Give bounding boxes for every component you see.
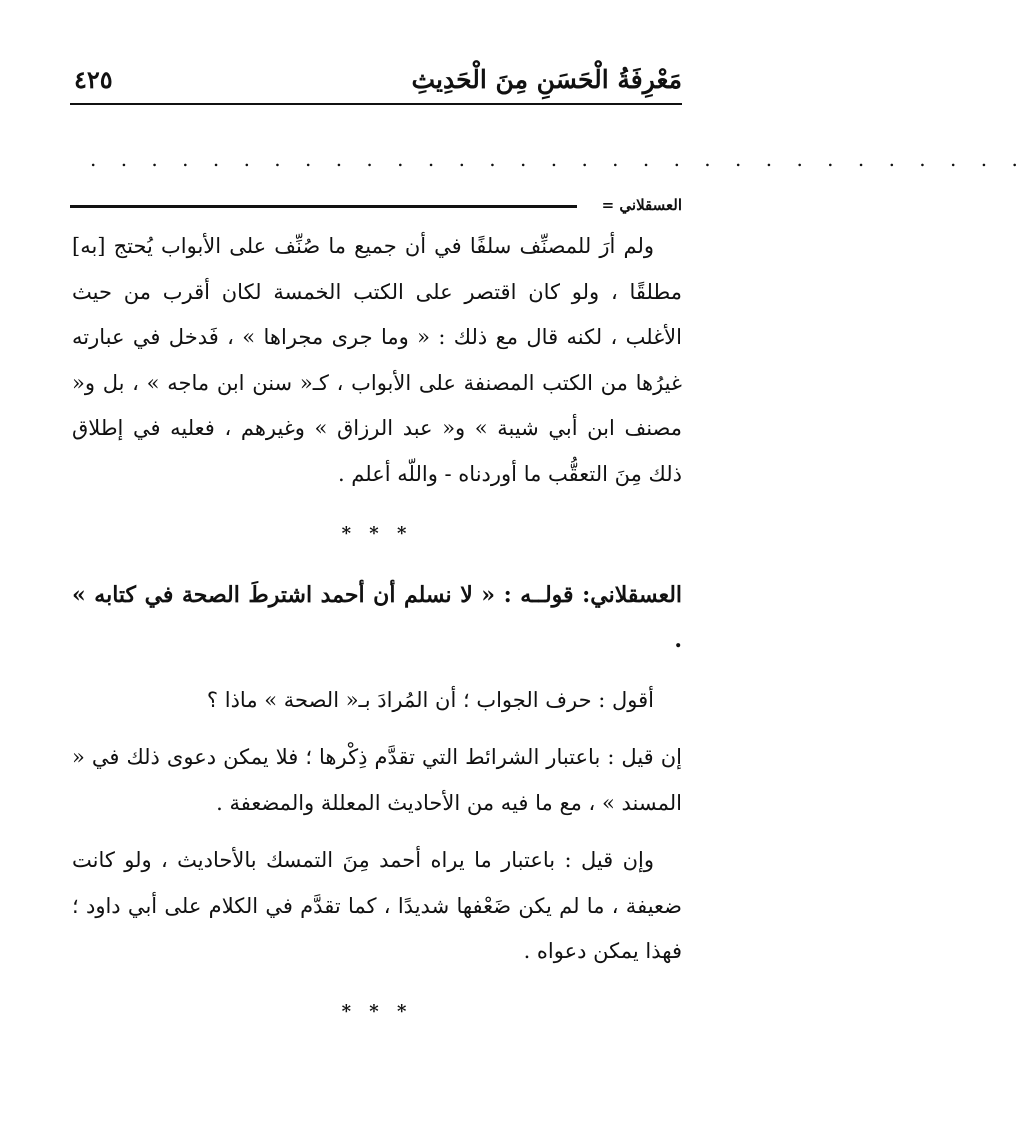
page-body [72,224,682,1034]
quote-text: « لا نسلم أن أحمد اشترطَ الصحة في كتابه » . [72,581,682,653]
page-number: ٤٢٥ [74,65,113,94]
page-header [70,62,682,102]
paragraph-4: إن قيل : باعتبار الشرائط التي تقدَّم ذِكْرها ؛ فلا يمكن دعوى ذلك في « المسند » ، مع ما فيه من الأحاديث المعللة والمضعفة . [72,745,682,815]
paragraph-2 [72,573,682,664]
footnote-rule [70,205,577,208]
paragraph-5: وإن قيل : باعتبار ما يراه أحمد مِنَ التمسك بالأحاديث ، ولو كانت ضعيفة ، ما لم يكن ضَعْفها شديدًا ، كما تقدَّم في الكلام على أبي داود ؛ فهذا يمكن دعواه . [72,848,682,963]
section-divider-stars: * * * [341,523,413,544]
paragraph-1: ولم أرَ للمصنِّف سلفًا في أن جميع ما صُنِّف على الأبواب يُحتج [به] مطلقًا ، ولو كان اقتصر على الكتب الخمسة لكان أقرب من حيث الأغلب ، لكنه قال مع ذلك : « وما جرى مجراها » ، فَدخل في عبارته غيرُها من الكتب المصنفة على الأبواب ، كـ« سنن ابن ماجه » ، بل و« مصنف ابن أبي شيبة » و« عبد الرزاق » وغيرهم ، فعليه في إطلاق ذلك مِنَ التعقُّب ما أوردناه - واللّه أعلم . [72,234,682,486]
paragraph-3: أقول : حرف الجواب ؛ أن المُرادَ بـ« الصحة » ماذا ؟ [206,687,654,712]
section-divider-stars-2: * * * [341,1000,413,1022]
separator-dots: . . . . . . . . . . . . . . . . . . . . . . . . . . . . . . . [90,147,1027,171]
running-title: مَعْرِفَةُ الْحَسَنِ مِنَ الْحَدِيثِ [411,65,682,94]
footnote-label: العسقلاني = [601,196,682,214]
quote-heading: العسقلاني: قولــه : [503,581,683,608]
header-rule [70,103,682,105]
footnote-header [70,192,682,220]
